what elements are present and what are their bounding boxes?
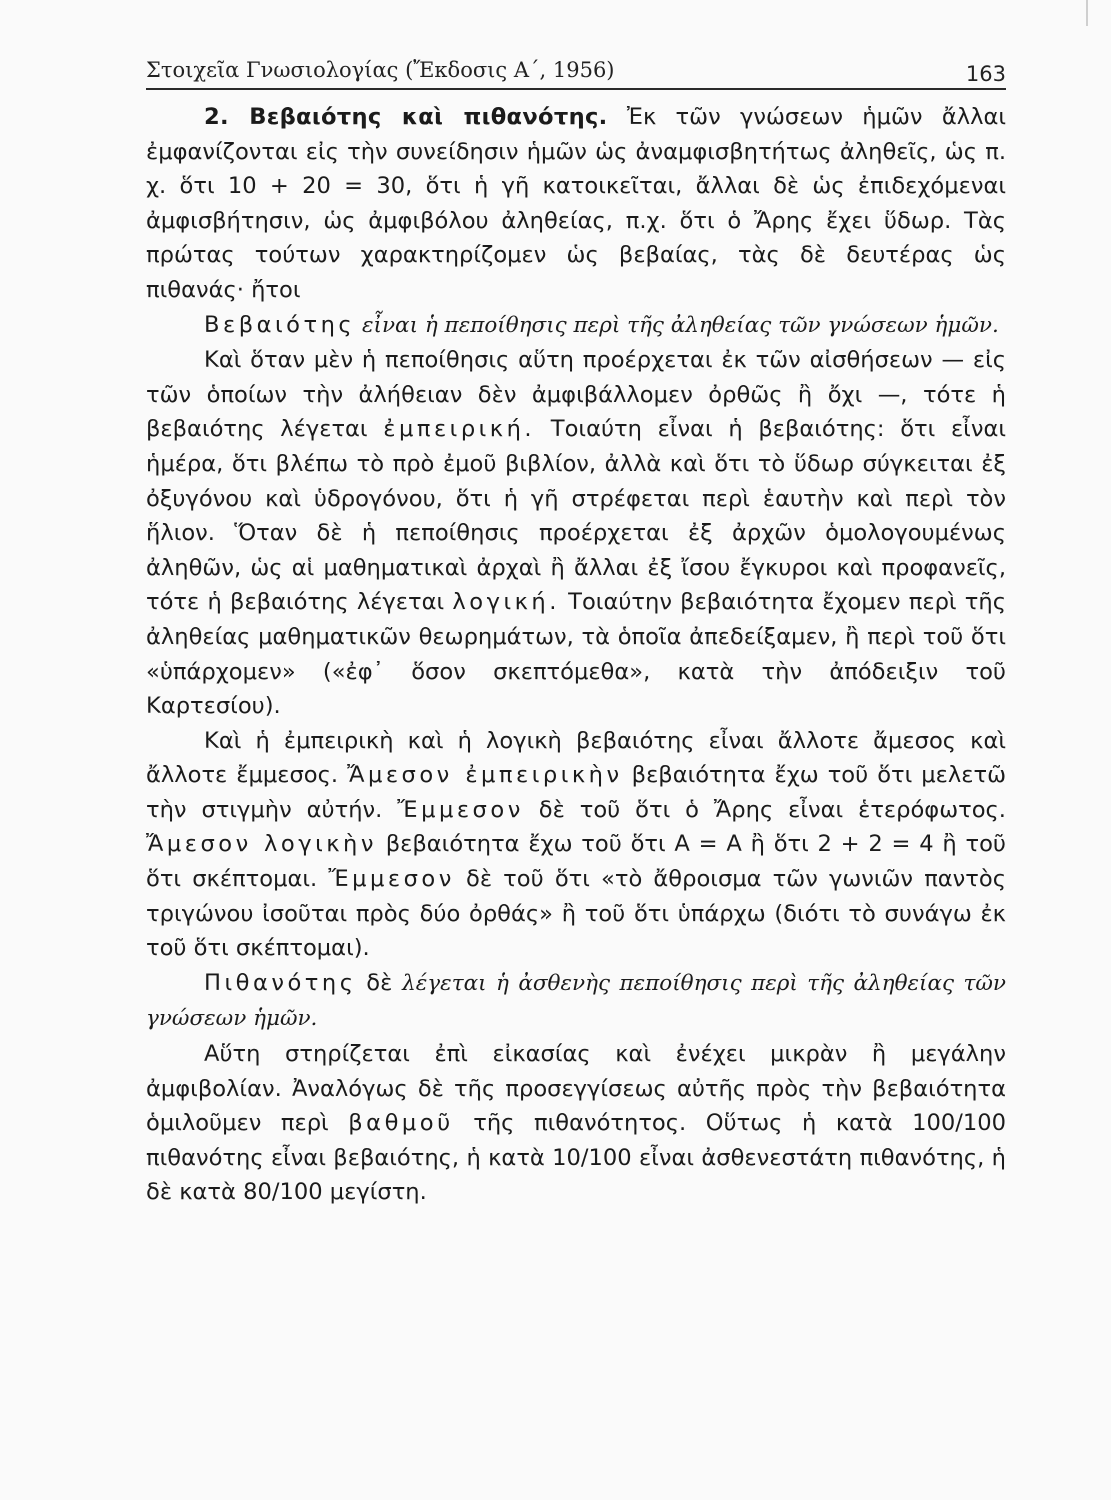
paragraph-text: Ἐκ τῶν γνώσεων ἡμῶν ἄλλαι ἐμφανίζονται εἰς τὴν συνείδησιν ἡμῶν ὡς ἀναμφισβητήτως ἀληθεῖς, ὡς π. χ. ὅτι 10 + 20 = 30, ὅτι ἡ γῆ κατοικεῖται, ἄλλαι δὲ ὡς ἐπιδεχόμεναι ἀμφισβήτησιν, ὡς ἀμφιβόλου ἀληθείας, π.χ. ὅτι ὁ Ἄρης ἔχει ὕδωρ. Τὰς πρώτας τούτων χαρακτηρίζομεν ὡς βεβαίας, τὰς δὲ δευτέρας ὡς πιθανάς· ἤτοι [146, 104, 1006, 303]
paragraph-4 [146, 724, 1006, 966]
term-indirect: Ἔμμεσον [397, 796, 524, 823]
paragraph-text: Καὶ ἡ ἐμπειρικὴ καὶ ἡ λογικὴ βεβαιότης εἶναι ἄλλοτε ἄμεσος καὶ ἄλλοτε ἔμμεσος. [146, 727, 1006, 789]
running-head: Στοιχεῖα Γνωσιολογίας (Ἔκδοσις Α΄, 1956) [146, 58, 615, 82]
paragraph-text: δὲ τοῦ ὅτι «τὸ ἄθροισμα τῶν γωνιῶν παντὸς τριγώνου ἰσοῦται πρὸς δύο ὀρθάς» ἢ τοῦ ὅτι ὑπάρχω (διότι τὸ συνάγω ἐκ τοῦ ὅτι σκέπτομαι). [146, 866, 1006, 962]
paragraph-text: Καὶ ὅταν μὲν ἡ πεποίθησις αὕτη προέρχεται ἐκ τῶν αἰσθήσεων — εἰς τῶν ὁποίων τὴν ἀλήθειαν δὲν ἀμφιβάλλομεν ὀρθῶς ἢ ὄχι —, τότε ἡ βεβαιότης λέγεται [146, 347, 1006, 443]
page-edge-mark [1086, 0, 1111, 26]
term-indirect: Ἔμμεσον [328, 866, 455, 893]
paragraph-text: δὲ [356, 969, 403, 996]
term-empirical: ἐμπειρική. [383, 416, 536, 443]
term-degree: βαθμοῦ [348, 1110, 454, 1137]
section-heading: 2. Βεβαιότης καὶ πιθανότης. [204, 104, 608, 130]
paragraph-text: Τοιαύτην βεβαιότητα ἔχομεν περὶ τῆς ἀληθείας μαθηματικῶν θεωρημάτων, τὰ ὁποῖα ἀπεδείξαμεν, ἢ περὶ τοῦ ὅτι «ὑπάρχομεν» («ἐφ᾽ ὅσον σκεπτόμεθα», κατὰ τὴν ἀπόδειξιν τοῦ Καρτεσίου). [146, 589, 1006, 720]
term-direct-empirical: Ἄμεσον ἐμπειρικὴν [347, 762, 623, 789]
term-certainty: Βεβαιότης [204, 311, 356, 338]
page-header [146, 40, 1006, 90]
paragraph-text: βεβαιότητα ἔχω τοῦ ὅτι Α = Α ἢ ὅτι 2 + 2 = 4 ἢ τοῦ ὅτι σκέπτομαι. [146, 831, 1006, 893]
paragraph-text: Αὕτη στηρίζεται ἐπὶ εἰκασίας καὶ ἐνέχει μικρὰν ἢ μεγάλην ἀμφιβολίαν. Ἀναλόγως δὲ τῆς προσεγγίσεως αὐτῆς πρὸς τὴν βεβαιότητα ὁμιλοῦμεν περὶ [146, 1041, 1006, 1137]
paragraph-3 [146, 343, 1006, 724]
paragraph-6 [146, 1037, 1006, 1210]
definition-text: λέγεται ἡ ἀσθενὴς πεποίθησις περὶ τῆς ἀληθείας τῶν γνώσεων ἡμῶν. [146, 970, 1006, 1032]
term-logical: λογική. [452, 589, 560, 616]
paragraph-text: βεβαιότητα ἔχω τοῦ ὅτι μελετῶ τὴν στιγμὴν αὐτήν. [146, 762, 1007, 823]
definition-probability [146, 966, 1006, 1037]
page-number: 163 [965, 62, 1006, 86]
page-body [146, 100, 1006, 1210]
term-probability: Πιθανότης [204, 969, 357, 996]
paragraph-1 [146, 100, 1006, 308]
term-direct-logical: Ἄμεσον λογικὴν [146, 831, 377, 858]
definition-text: εἶναι ἡ πεποίθησις περὶ τῆς ἀληθείας τῶν γνώσεων ἡμῶν. [355, 312, 999, 338]
paragraph-text: Τοιαύτη εἶναι ἡ βεβαιότης: ὅτι εἶναι ἡμέρα, ὅτι βλέπω τὸ πρὸ ἐμοῦ βιβλίον, ἀλλὰ καὶ ὅτι τὸ ὕδωρ σύγκειται ἐξ ὀξυγόνου καὶ ὑδρογόνου, ὅτι ἡ γῆ στρέφεται περὶ ἑαυτὴν καὶ περὶ τὸν ἥλιον. Ὅταν δὲ ἡ πεποίθησις προέρχεται ἐξ ἀρχῶν ὁμολογουμένως ἀληθῶν, ὡς αἱ μαθηματικαὶ ἀρχαὶ ἢ ἄλλαι ἐξ ἴσου ἔγκυροι καὶ προφανεῖς, τότε ἡ βεβαιότης λέγεται [146, 416, 1006, 616]
definition-certainty [146, 308, 1006, 344]
paragraph-text: τῆς πιθανότητος. Οὕτως ἡ κατὰ 100/100 πιθανότης εἶναι βεβαιότης, ἡ κατὰ 10/100 εἶναι ἀσθενεστάτη πιθανότης, ἡ δὲ κατὰ 80/100 μεγίστη. [146, 1110, 1006, 1206]
paragraph-text: δὲ τοῦ ὅτι ὁ Ἄρης εἶναι ἑτερόφωτος. [523, 796, 1006, 823]
